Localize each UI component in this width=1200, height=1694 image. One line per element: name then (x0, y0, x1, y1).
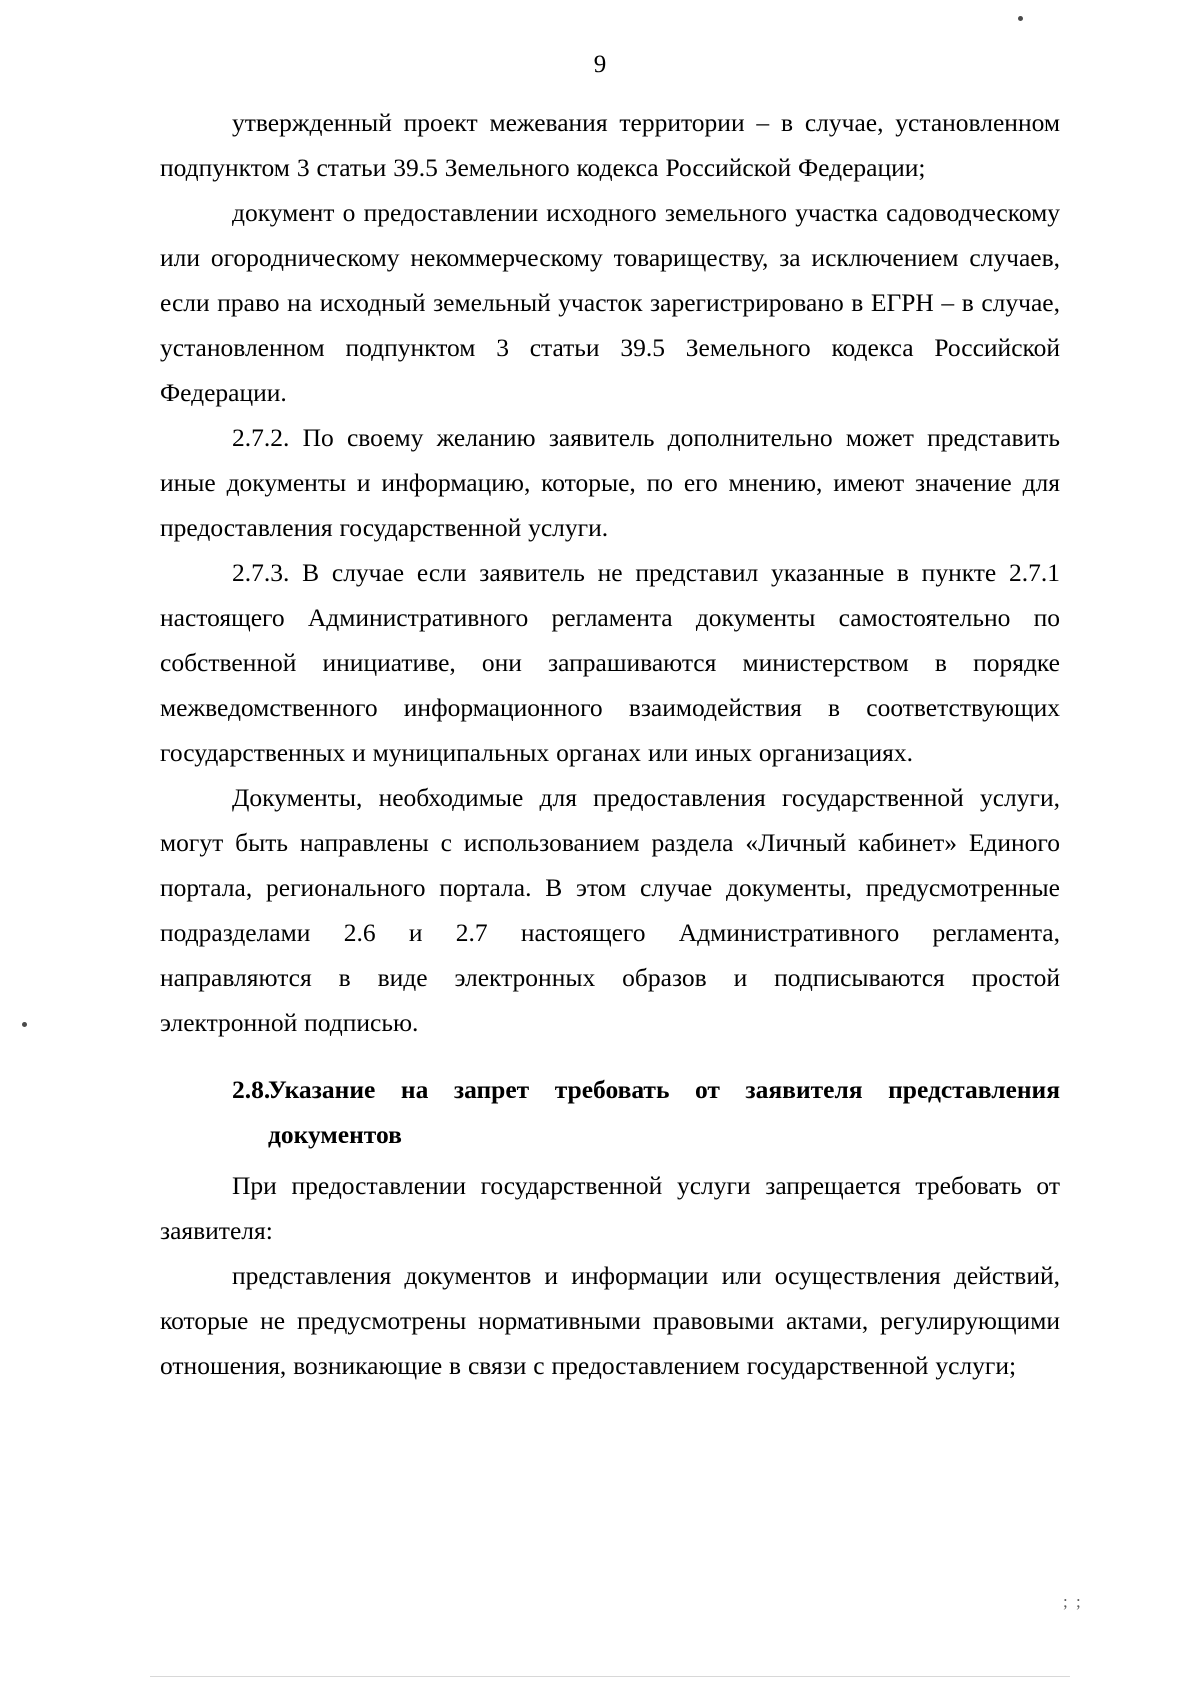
section-heading-line-2: документов (268, 1120, 402, 1149)
paragraph-2: документ о предоставлении исходного земельного участка садоводческому или огородническому некоммерческому товариществу, за исключением случаев, если право на исходный земельный участок зарегистрировано в ЕГРН – в случае, установленном подпунктом 3 статьи 39.5 Земельного кодекса Российской Федерации. (160, 198, 1060, 407)
paragraph-5: Документы, необходимые для предоставления государственной услуги, могут быть направлены с использованием раздела «Личный кабинет» Единого портала, регионального портала. В этом случае документы, предусмотренные подразделами 2.6 и 2.7 настоящего Административного регламента, направляются в виде электронных образов и подписываются простой электронной подписью. (160, 783, 1060, 1037)
paragraph-1: утвержденный проект межевания территории – в случае, установленном подпунктом 3 статьи 39.5 Земельного кодекса Российской Федерации; (160, 108, 1060, 182)
scan-artifact-top-right (1018, 16, 1023, 21)
scan-artifact-left (22, 1022, 27, 1027)
section-heading (160, 1067, 1060, 1157)
document-body (160, 100, 1060, 1388)
page-number: 9 (593, 51, 607, 78)
paragraph-4: 2.7.3. В случае если заявитель не представил указанные в пункте 2.7.1 настоящего Административного регламента документы самостоятельно по собственной инициативе, они запрашиваются министерством в порядке межведомственного информационного взаимодействия в соответствующих государственных и муниципальных органах или иных организациях. (160, 558, 1060, 767)
paragraph-7: представления документов и информации или осуществления действий, которые не предусмотрены нормативными правовыми актами, регулирующими отношения, возникающие в связи с предоставлением государственной услуги; (160, 1261, 1060, 1380)
paragraph-6: При предоставлении государственной услуги запрещается требовать от заявителя: (160, 1171, 1060, 1245)
page-bottom-edge (150, 1676, 1070, 1677)
paragraph-3: 2.7.2. По своему желанию заявитель дополнительно может представить иные документы и информацию, которые, по его мнению, имеют значение для предоставления государственной услуги. (160, 423, 1060, 542)
section-heading-text (268, 1067, 1060, 1157)
section-heading-number: 2.8. (232, 1075, 271, 1104)
section-heading-line-1: Указание на запрет требовать от заявителя представления (268, 1075, 1060, 1104)
scan-artifact-bottom-right: ; ; (1063, 1592, 1083, 1611)
